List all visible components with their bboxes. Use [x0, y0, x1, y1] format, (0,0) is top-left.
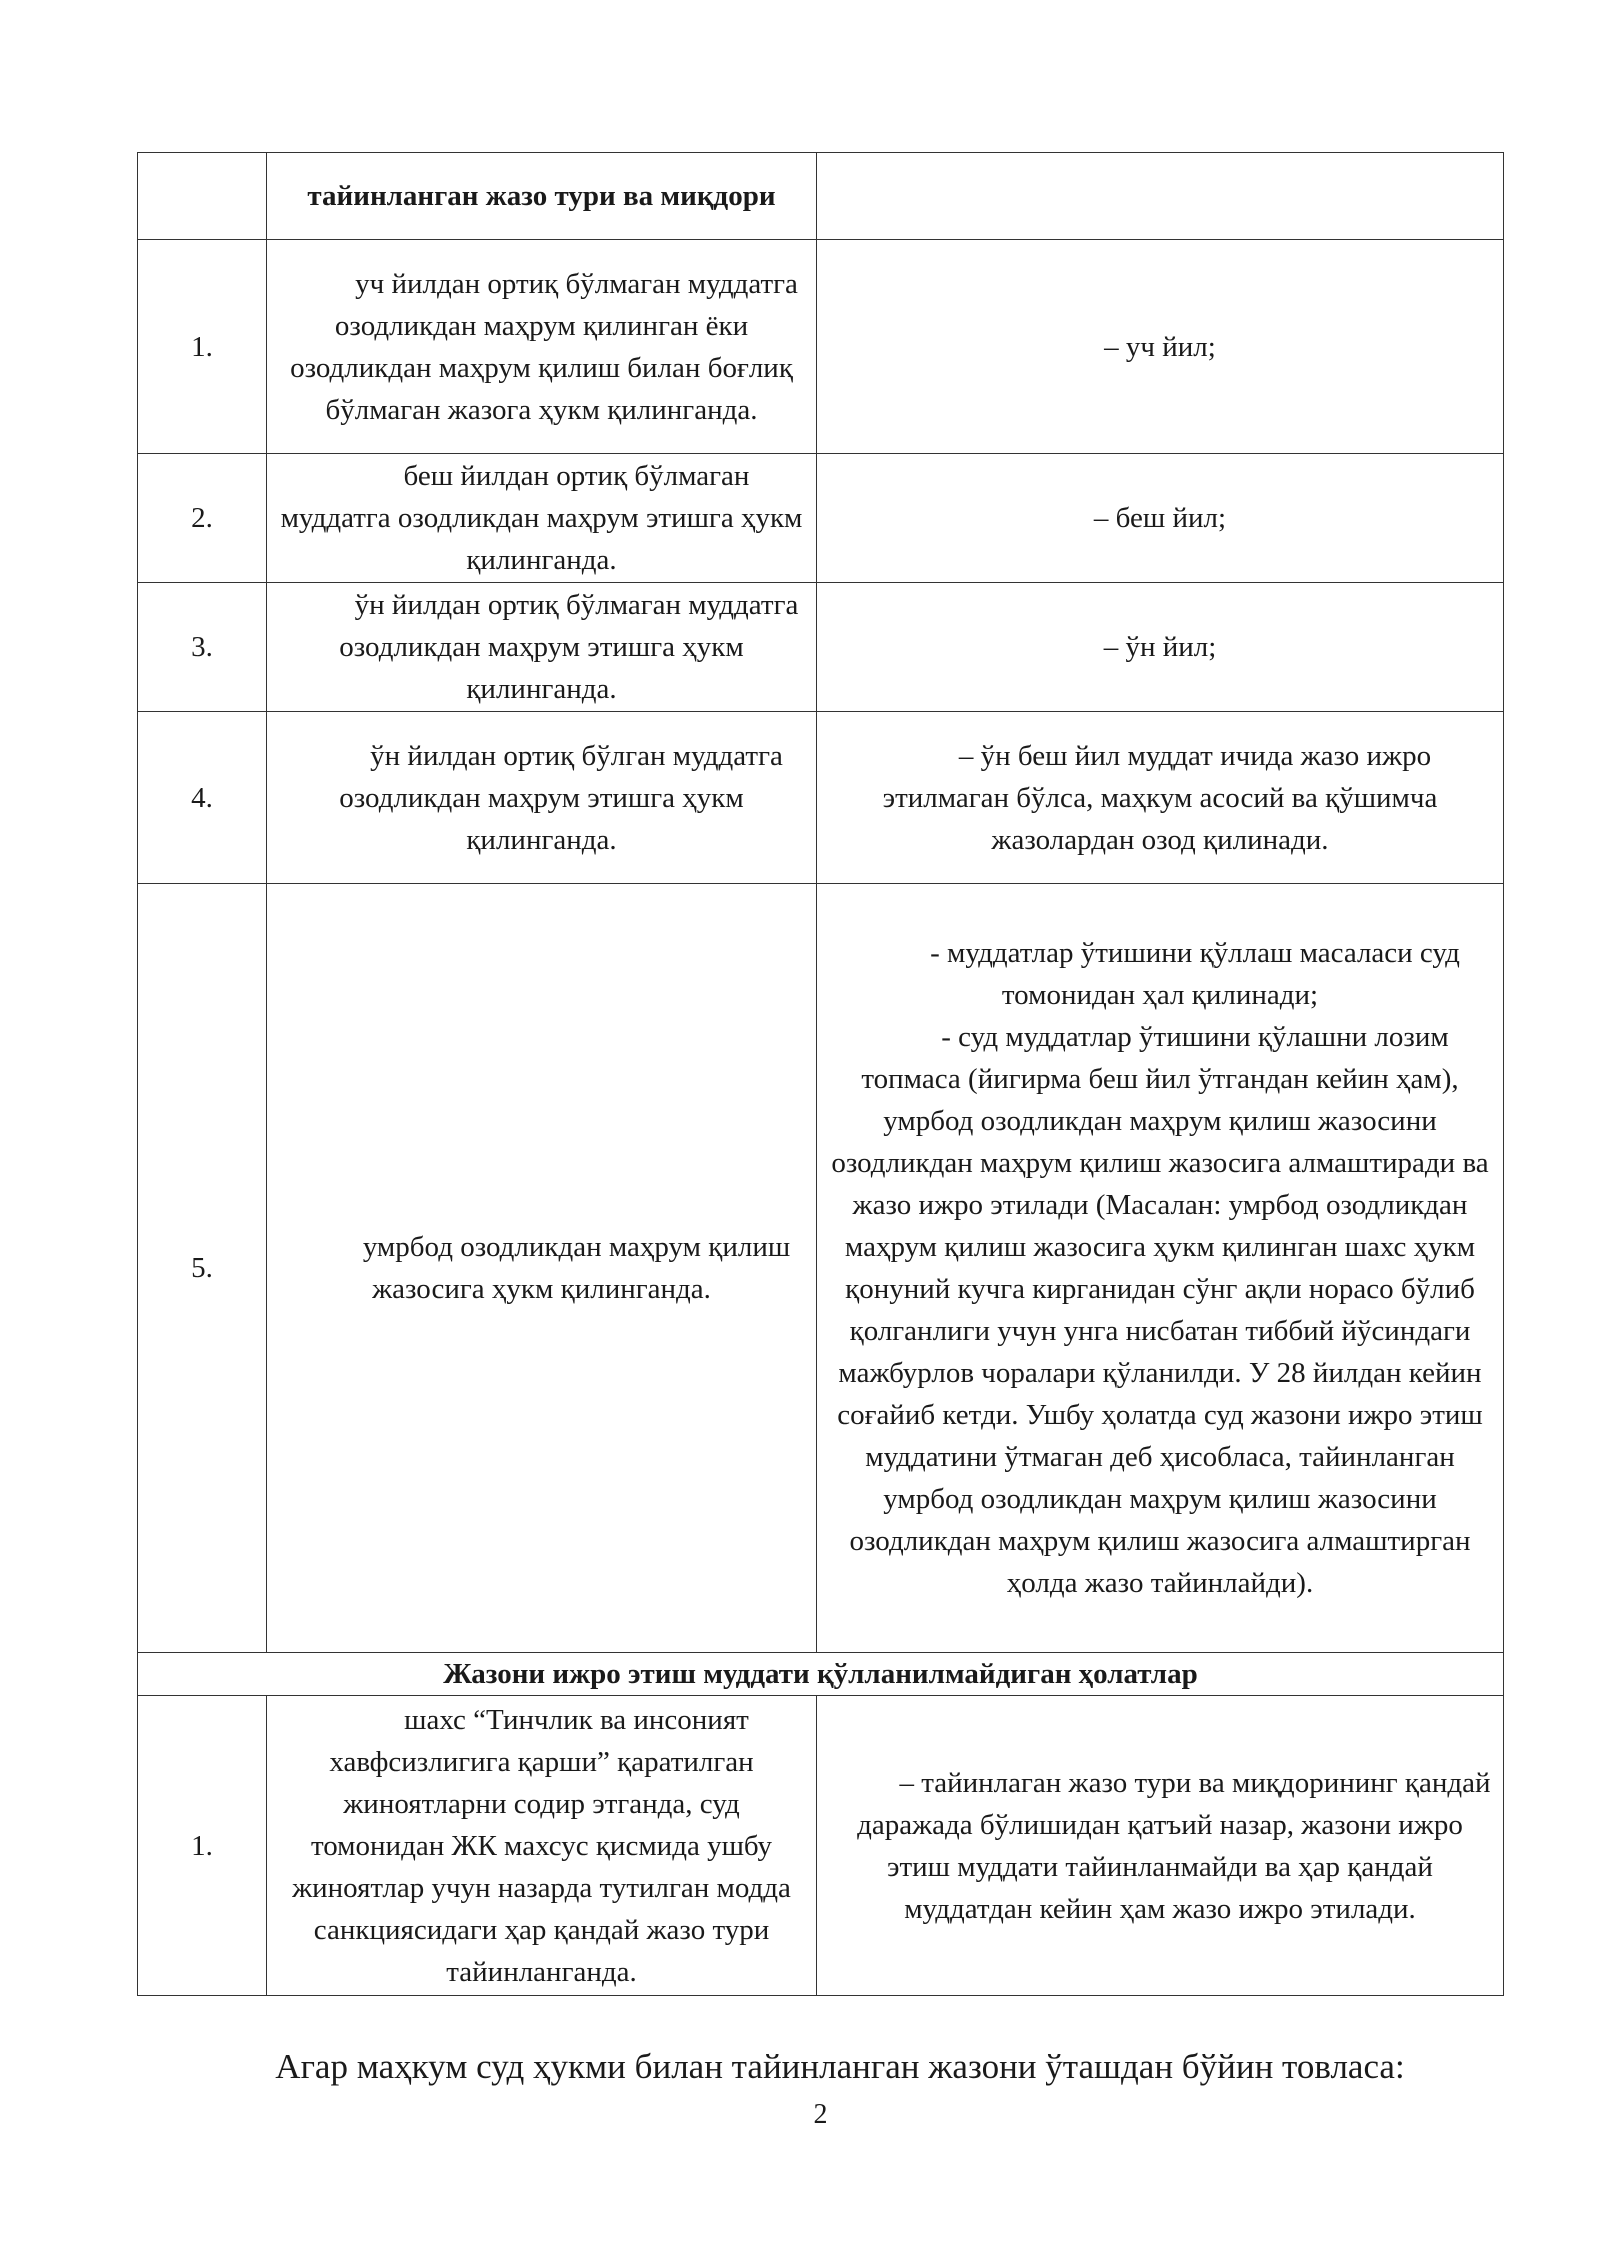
page-number: 2	[813, 2099, 828, 2130]
table-row	[138, 712, 1504, 884]
row-condition: уч йилдан ортиқ бўлмаган муддатга озодликдан маҳрум қилинган ёки озодликдан маҳрум қилиш билан боғлиқ бўлмаган жазога ҳукм қилинганда.	[267, 240, 817, 454]
header-cell-term	[817, 153, 1504, 240]
table-row	[138, 884, 1504, 1653]
row-condition: ўн йилдан ортиқ бўлмаган муддатга озодликдан маҳрум этишга ҳукм қилинганда.	[267, 583, 817, 712]
row-number: 1.	[138, 1696, 267, 1996]
row-condition: беш йилдан ортиқ бўлмаган муддатга озодликдан маҳрум этишга ҳукм қилинганда.	[267, 454, 817, 583]
row-term	[817, 884, 1504, 1653]
table-row	[138, 1696, 1504, 1996]
row-term: – уч йил;	[817, 240, 1504, 454]
row-number: 4.	[138, 712, 267, 884]
table-row	[138, 454, 1504, 583]
row-number: 3.	[138, 583, 267, 712]
table-row	[138, 240, 1504, 454]
row-condition: умрбод озодликдан маҳрум қилиш жазосига ҳукм қилинганда.	[267, 884, 817, 1653]
row-number: 2.	[138, 454, 267, 583]
term-paragraph: - суд муддатлар ўтишини қўлашни лозим топмаса (йигирма беш йил ўтгандан кейин ҳам), умрбод озодликдан маҳрум қилиш жазосини озодликдан маҳрум қилиш жазосига алмаштиради ва жазо ижро этилади (Масалан: умрбод озодликдан маҳрум қилиш жазосига ҳукм қилинган шахс ҳукм қонуний кучга кирганидан сўнг ақли норасо бўлиб қолганлиги учун унга нисбатан тиббий йўсиндаги мажбурлов чоралари қўланилди. У 28 йилдан кейин соғайиб кетди. Ушбу ҳолатда суд жазони ижро этиш муддатини ўтмаган деб ҳисобласа, тайинланган умрбод озодликдан маҳрум қилиш жазосини озодликдан маҳрум қилиш жазосига алмаштирган ҳолда жазо тайинлайди).	[831, 1021, 1489, 1599]
row-term: – тайинлаган жазо тури ва миқдорининг қандай даражада бўлишидан қатъий назар, жазони ижро этиш муддати тайинланмайди ва ҳар қандай муддатдан кейин ҳам жазо ижро этилади.	[817, 1696, 1504, 1996]
row-term: – беш йил;	[817, 454, 1504, 583]
row-number: 5.	[138, 884, 267, 1653]
row-term: – ўн йил;	[817, 583, 1504, 712]
row-condition: шахс “Тинчлик ва инсоният хавфсизлигига қарши” қаратилган жиноятларни содир этганда, суд томонидан ЖК махсус қисмида ушбу жиноятлар учун назарда тутилган модда санкциясидаги ҳар қандай жазо тури тайинланганда.	[267, 1696, 817, 1996]
table-row	[138, 583, 1504, 712]
row-number: 1.	[138, 240, 267, 454]
statute-of-limitations-table	[137, 152, 1504, 1996]
section-title-row	[138, 1653, 1504, 1696]
body-paragraph: Агар маҳкум суд ҳукми билан тайинланган жазони ўташдан бўйин товласа:	[275, 2047, 1405, 2086]
header-cell-penalty-type: тайинланган жазо тури ва миқдори	[267, 153, 817, 240]
section-title: Жазони ижро этиш муддати қўлланилмайдиган ҳолатлар	[138, 1653, 1504, 1696]
row-condition: ўн йилдан ортиқ бўлган муддатга озодликдан маҳрум этишга ҳукм қилинганда.	[267, 712, 817, 884]
row-term: – ўн беш йил муддат ичида жазо ижро этилмаган бўлса, маҳкум асосий ва қўшимча жазолардан озод қилинади.	[817, 712, 1504, 884]
table-header-row	[138, 153, 1504, 240]
term-paragraph: - муддатлар ўтишини қўллаш масаласи суд томонидан ҳал қилинади;	[930, 937, 1460, 1011]
header-cell-number	[138, 153, 267, 240]
